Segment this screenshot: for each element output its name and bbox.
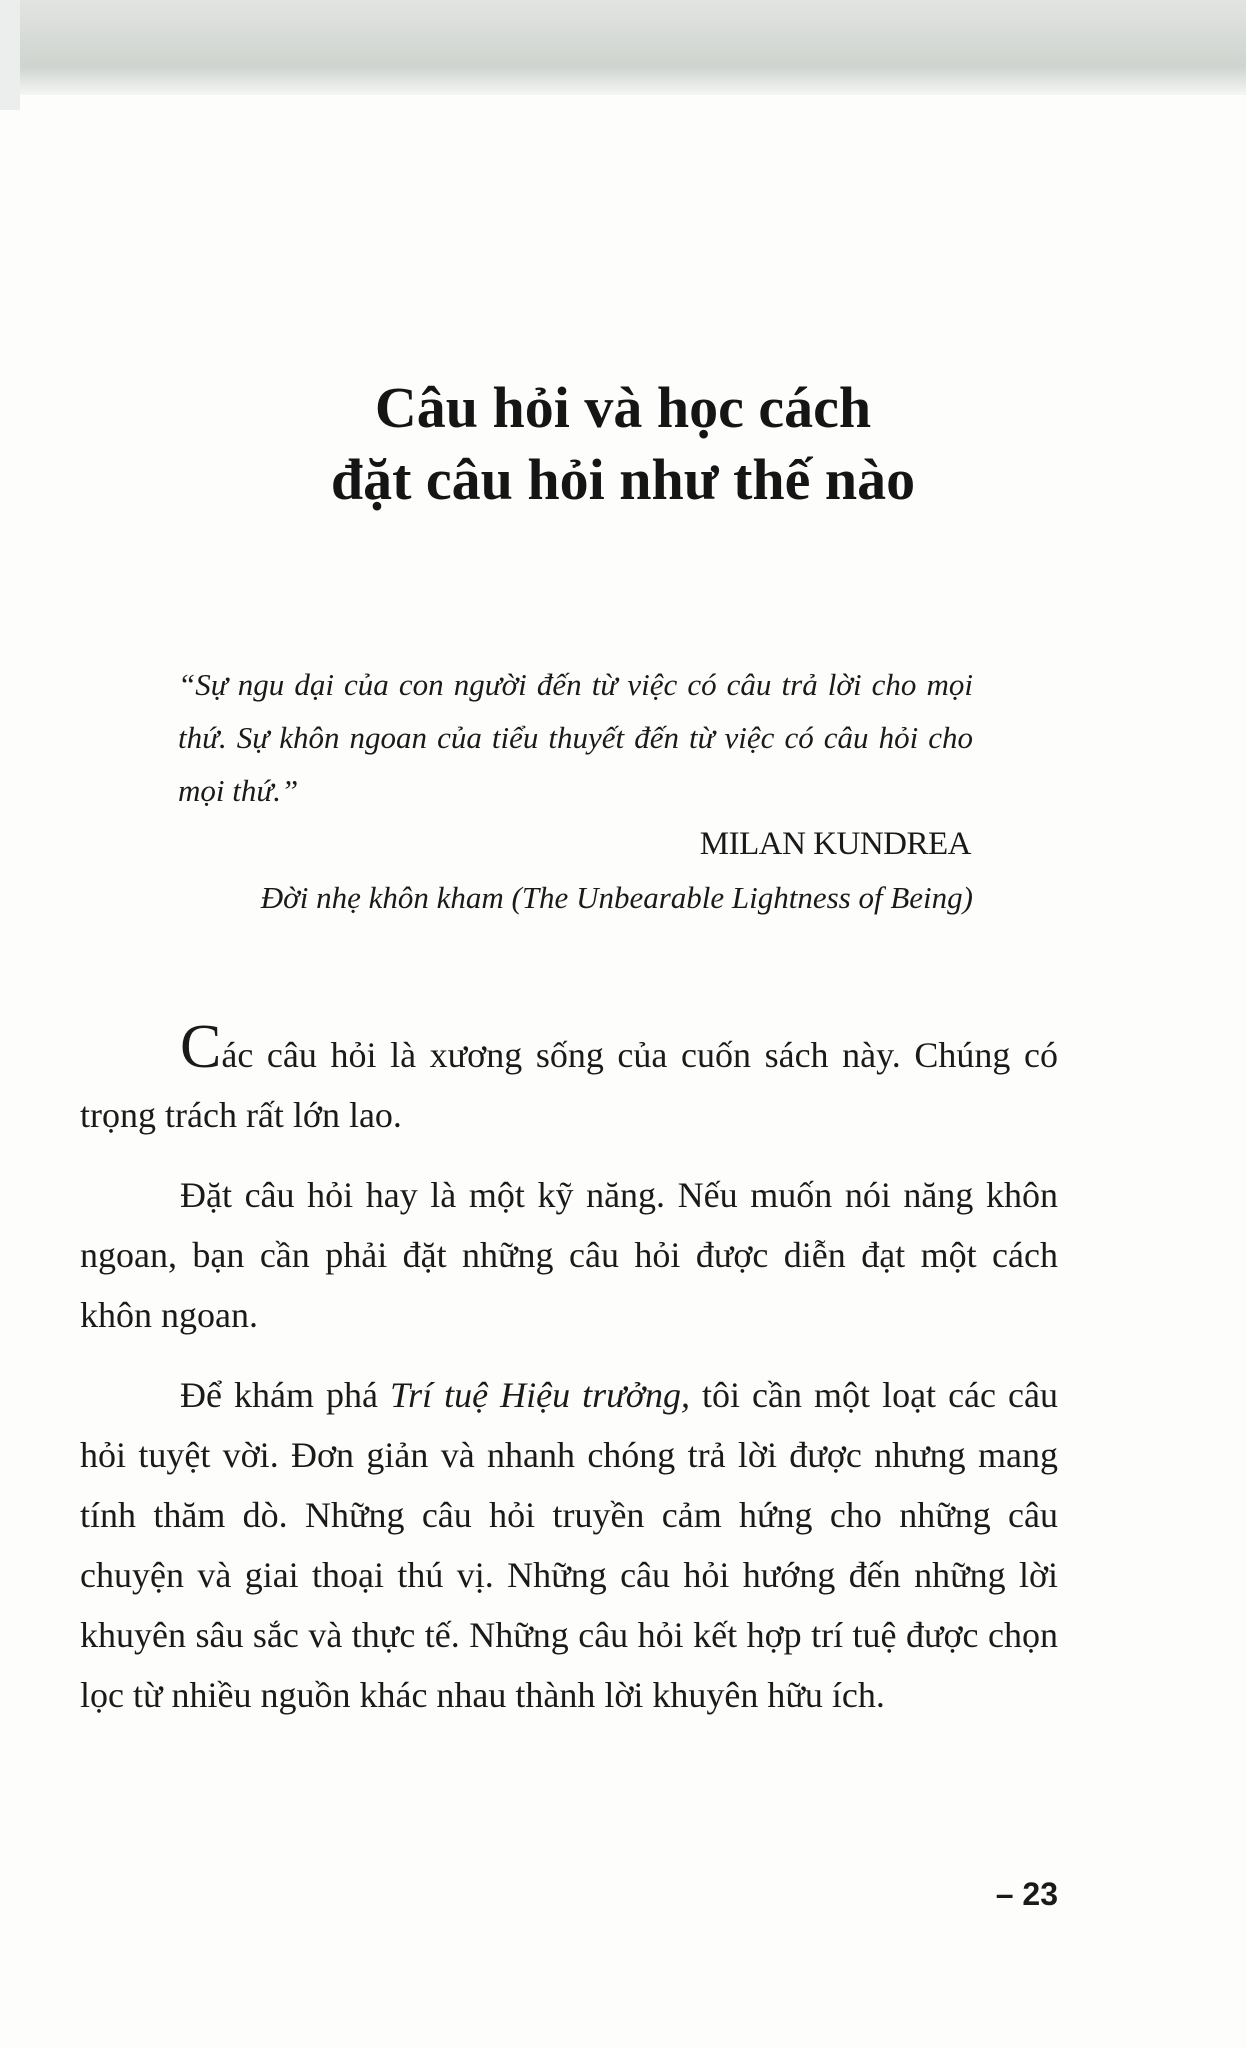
epigraph-author: MILAN KUNDREA xyxy=(699,826,971,862)
paragraph-3 xyxy=(80,1365,1058,1725)
paragraph-3-rest: tôi cần một loạt các câu hỏi tuyệt vời. Đơn giản và nhanh chóng trả lời được nhưng mang tính thăm dò. Những câu hỏi truyền cảm hứng cho những câu chuyện và giai thoại thú vị. Những câu hỏi hướng đến những lời khuyên sâu sắc và thực tế. Những câu hỏi kết hợp trí tuệ được chọn lọc từ nhiều nguồn khác nhau thành lời khuyên hữu ích. xyxy=(80,1375,1058,1715)
body-text xyxy=(80,1013,1058,1745)
paragraph-2: Đặt câu hỏi hay là một kỹ năng. Nếu muốn nói năng khôn ngoan, bạn cần phải đặt những câu hỏi được diễn đạt một cách khôn ngoan. xyxy=(80,1175,1058,1335)
chapter-title-line1: Câu hỏi và học cách xyxy=(374,375,872,440)
paragraph-1 xyxy=(80,1013,1058,1145)
book-title-italic: Trí tuệ Hiệu trưởng, xyxy=(390,1375,690,1415)
page-top-shadow xyxy=(0,0,1246,95)
paragraph-3-start: Để khám phá xyxy=(180,1375,391,1415)
epigraph-source: Đời nhẹ khôn kham (The Unbearable Lightness of Being) xyxy=(260,880,973,915)
drop-cap: C xyxy=(180,1013,222,1081)
chapter-title xyxy=(0,372,1246,516)
paragraph-1-text: ác câu hỏi là xương sống của cuốn sách này. Chúng có trọng trách rất lớn lao. xyxy=(80,1035,1058,1135)
epigraph-quote: “Sự ngu dại của con người đến từ việc có câu trả lời cho mọi thứ. Sự khôn ngoan của tiểu thuyết đến từ việc có câu hỏi cho mọi thứ.” xyxy=(178,667,973,808)
page-edge xyxy=(0,0,20,110)
chapter-title-line2: đặt câu hỏi như thế nào xyxy=(330,447,916,512)
page-number: – 23 xyxy=(995,1876,1058,1912)
